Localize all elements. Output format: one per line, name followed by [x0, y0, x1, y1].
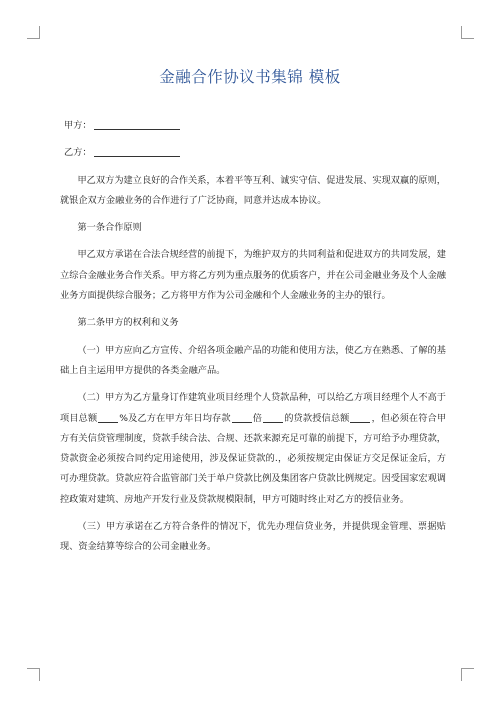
article2-heading: 第二条甲方的权利和义务	[77, 317, 179, 329]
blank-multiple	[232, 412, 252, 423]
intro-paragraph: 甲乙双方为建立良好的合作关系，本着平等互利、诚实守信、促进发展、实现双赢的原则，就银企双方金融业务的合作进行了广泛协商，同意并达成本协议。	[60, 174, 446, 206]
clause2-part-b: %及乙方在甲方年日均存款	[119, 412, 231, 424]
crop-mark-bottom-left	[27, 668, 40, 681]
article1-heading: 第一条合作原则	[77, 222, 142, 234]
party-b-line	[60, 143, 446, 163]
crop-mark-bottom-right	[461, 668, 474, 681]
party-a-blank	[94, 118, 180, 130]
article2-clause1: （一）甲方应向乙方宣传、介绍各项金融产品的功能和使用方法，使乙方在熟悉、了解的基础上自主运用甲方提供的各类金融产品。	[60, 344, 446, 376]
party-a-label: 甲方：	[64, 120, 92, 131]
blank-credit-line	[263, 412, 283, 423]
clause2-part-d: 的贷款授信总额	[284, 412, 350, 424]
document-body	[60, 116, 446, 565]
crop-mark-top-left	[27, 26, 40, 39]
clause2-part-c: 倍	[252, 412, 263, 424]
article2-clause2	[60, 388, 446, 510]
party-a-line	[60, 116, 446, 136]
article2-clause3: （三）甲方承诺在乙方符合条件的情况下，优先办理信贷业务，并提供现金管理、票据贴现、资金结算等综合的公司金融业务。	[60, 521, 446, 553]
clause2-part-e: ，但必须在符合甲方有关信贷管理制度，贷款手续合法、合规、还款来源充足可靠的前提下，方可给予办理贷款，贷款资金必须按合同约定用途使用，涉及保证贷款的.，必须按规定由保证方交足保证金后，方可办理贷款。贷款应符合监管部门关于单户贷款比例及集团客户贷款比例规定。因受国家宏观调控政策对建筑、房地产开发行业及贷款规模限制，甲方可随时终止对乙方的授信业务。	[60, 412, 447, 505]
crop-mark-top-right	[461, 26, 474, 39]
article1-body: 甲乙双方承诺在合法合规经营的前提下，为维护双方的共同利益和促进双方的共同发展，建立综合金融业务合作关系。甲方将乙方列为重点服务的优质客户，并在公司金融业务及个人金融业务方面提供综合服务；乙方将甲方作为公司金融和个人金融业务的主办的银行。	[60, 249, 446, 302]
clause2-part-a: （二）甲方为乙方量身订作建筑业项目经理个人贷款品种，可以给乙方项目经理个人不高于项目总额	[60, 392, 446, 424]
blank-percent	[98, 412, 118, 423]
document-title: 金融合作协议书集锦 模板	[159, 68, 341, 86]
party-b-label: 乙方：	[64, 147, 92, 159]
blank-credit-amount	[350, 412, 370, 423]
party-b-blank	[94, 145, 180, 157]
